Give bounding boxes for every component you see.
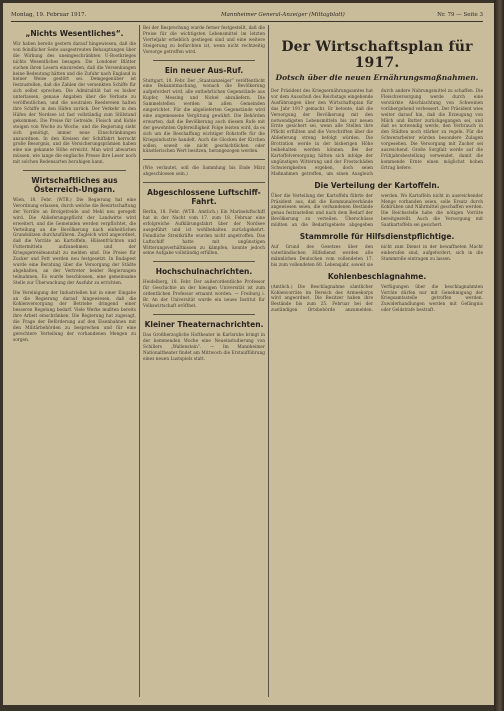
article-headline: Ein neuer Aus-Ruf. [164,65,244,75]
article-separator [153,261,255,262]
header-page-number: Nr. 79 — Seite 3 [437,12,483,18]
article-separator [153,314,255,315]
column-1 [13,25,136,697]
article-body: Über die Verteilung der Kartoffeln führte der Präsident aus, daß die Kommunalverbände angewiesen seien, die vorhandenen Bestände genau festzustellen und nach dem Bedarf der Bevölkerung zu verteilen. Überschüsse müßten an die Bedarfsgebiete abgegeben werden. Wo Kartoffeln nicht in ausreichender Menge vorhanden seien, solle Ersatz durch Kohlrüben und Nährmittel geschaffen werden. Die Reichsstelle habe die nötigen Vorräte bereitgestellt. Auch die Versorgung mit Saatkartoffeln sei gesichert. [271,192,483,228]
article-body: Berlin, 18. Febr. (WTB. Amtlich.) Ein Marineluftschiff hat in der Nacht vom 17. zum 18. Februar eine erfolgreiche Aufklärungsfahrt über der Nordsee ausgeführt und ist wohlbehalten zurückgekehrt. Feindliche Streitkräfte wurden nicht angetroffen. Das Luftschiff hatte mit ungünstigen Witterungsverhältnissen zu kämpfen, konnte jedoch seine Aufgabe vollständig erfüllen. [143,209,265,256]
main-headline: Der Wirtschaftsplan für 1917. [281,39,473,71]
article-body: Auf Grund des Gesetzes über den vaterländischen Hilfsdienst werden alle männlichen Deutschen vom vollendeten 17. bis zum vollendeten 60. Lebensjahr, soweit sie nicht zum Dienst in der bewaffneten Macht einberufen sind, aufgefordert, sich in die Stammrolle eintragen zu lassen. [271,244,483,267]
article-body: Wien, 18. Febr. (WTB.) Die Regierung hat eine Verordnung erlassen, durch welche die Bewirtschaftung der Vorräte an Brotgetreide und Mehl neu geregelt wird. Die Ablieferungspflicht der Landwirte wird erweitert, und die Gemeinden werden verpflichtet, die Verteilung an die Bevölkerung nach einheitlichen Grundsätzen durchzuführen. Zugleich wird angeordnet, daß die Vorräte an Kartoffeln, Hülsenfrüchten und Futtermitteln aufzunehmen und der Kriegsgetreideanstalt zu melden sind. Die Preise für Zucker und Fett werden neu festgesetzt. In Budapest wurde eine Beratung über die Versorgung der Städte abgehalten, an der Vertreter beider Regierungen teilnahmen. Es wurde beschlossen, eine gemeinsame Stelle zur Überwachung der Ausfuhr zu errichten. [13,197,136,285]
notice-text: (Wie verlautet, soll die Sammlung bis Ende März abgeschlossen sein.) [143,165,265,177]
article-separator [23,170,126,171]
column-divider [139,25,140,697]
article-body: Das Großherzogliche Hoftheater in Karlsruhe bringt in der kommenden Woche eine Neueinstudierung von Schillers „Wallenstein“. — Im Mannheimer Nationaltheater findet am Mittwoch die Erstaufführung eines neuen Lustspiels statt. [143,331,265,361]
column-divider [268,25,269,697]
article-body: Die Vereinigung der Industriellen hat in einer Eingabe an die Regierung darauf hingewiesen, daß die Kohlenversorgung der Betriebe dringend einer besseren Regelung bedarf. Viele Werke mußten bereits ihre Arbeit einschränken. Die Regierung hat zugesagt, die Frage der Beförderung auf den Eisenbahnen mit den Militärbehörden zu besprechen und für eine gerechtere Verteilung der vorhandenen Mengen zu sorgen. [13,289,136,342]
article-body: Stuttgart, 18. Febr. Der „Staatsanzeiger“ veröffentlicht eine Bekanntmachung, wonach die Bevölkerung aufgefordert wird, alle entbehrlichen Gegenstände aus Kupfer, Messing und Nickel abzuliefern. Die Sammelstellen werden in allen Gemeinden eingerichtet. Für die abgelieferten Gegenstände wird eine angemessene Vergütung gewährt. Die Behörden erwarten, daß die Bevölkerung auch diesem Rufe mit der gewohnten Opferwilligkeit Folge leisten wird, da es sich um die Beschaffung wichtiger Rohstoffe für die Kriegsindustrie handelt. Auch die Glocken der Kirchen sollen, soweit sie nicht geschichtlichen oder künstlerischen Wert besitzen, herangezogen werden. [143,77,265,154]
article-headline: Abgeschlossene Luftschiff-Fahrt. [147,188,261,207]
article-headline: Die Verteilung der Kartoffeln. [314,180,440,190]
article-headline: Kleiner Theaternachrichten. [144,319,264,329]
article-body: Wir haben bereits gestern darauf hingewiesen, daß die von feindlicher Seite ausgestreuten Behauptungen über die Wirkung des uneingeschränkten U-Bootkrieges nichts Wesentliches besagen. Die Londoner Blätter suchen ihren Lesern einzureden, daß die Versenkungen keine Bedeutung hätten und die Zufuhr nach England in keiner Weise gestört sei. Demgegenüber ist festzustellen, daß die Zahlen der versenkten Schiffe für sich selbst sprechen. Die Admiralität hat es bisher unterlassen, genaue Angaben über die Verluste zu veröffentlichen, und die neutralen Reedereien halten ihre Schiffe in den Häfen zurück. Der Verkehr in den Häfen der Nordsee ist fast vollständig zum Stillstand gekommen. Die Preise für Getreide, Fleisch und Kohle steigen von Woche zu Woche, und die Regierung sieht sich genötigt, immer neue Einschränkungen anzuordnen. In den Kreisen der Schiffahrt herrscht große Besorgnis, und die Versicherungsprämien haben eine nie gekannte Höhe erreicht. Man wird abwarten müssen, wie lange die englische Presse ihre Leser noch mit solchen Redensarten beruhigen kann. [13,41,136,165]
header-masthead: Mannheimer General-Anzeiger (Mittagblatt) [221,12,345,18]
newspaper-page [3,3,497,705]
column-2 [143,25,265,697]
article-body: Der Präsident des Kriegsernährungsamtes hat vor dem Ausschuß des Reichstags eingehende Ausführungen über den Wirtschaftsplan für das Jahr 1917 gemacht. Er betonte, daß die Versorgung der Bevölkerung mit den notwendigsten Lebensmitteln bis zur neuen Ernte gesichert sei, wenn alle Stellen ihre Pflicht erfüllten und die Vorschriften über die Ablieferung streng befolgt würden. Die Brotration werde in der bisherigen Höhe beibehalten werden können. Bei der Kartoffelversorgung hätten sich infolge der ungünstigen Witterung und der Frostschäden Schwierigkeiten ergeben, doch seien Maßnahmen getroffen, um einen Ausgleich durch andere Nahrungsmittel zu schaffen. Die Fleischversorgung werde durch eine verstärkte Abschlachtung von Schweinen vorübergehend verbessert. Der Präsident wies weiter darauf hin, daß die Erzeugung von Milch und Butter zurückgegangen sei, und daß es notwendig werde, den Verbrauch in den Städten noch stärker zu regeln. Für die Schwerarbeiter würden besondere Zulagen vorgesehen. Die Versorgung mit Zucker sei ausreichend. Große Sorgfalt werde auf die Frühjahrsbestellung verwendet, damit die kommende Ernte einen möglichst hohen Ertrag liefere. [271,88,483,176]
column-3 [271,25,483,697]
article-headline: Hochschulnachrichten. [155,267,253,277]
article-separator [153,60,255,61]
article-headline: „Nichts Wesentliches“. [25,29,124,38]
article-separator [143,182,265,183]
article-body: (Amtlich.) Die Beschlagnahme sämtlicher Kohlenvorräte im Bereich des Armeekorps wird angeordnet. Die Besitzer haben ihre Bestände bis zum 25. Februar bei der zuständigen Ortsbehörde anzumelden. Verfügungen über die beschlagnahmten Vorräte dürfen nur mit Genehmigung der Kriegsamtsstelle getroffen werden. Zuwiderhandlungen werden mit Gefängnis oder Geldstrafe bestraft. [271,283,483,313]
article-separator [143,159,265,160]
article-headline: Wirtschaftliches aus Österreich-Ungarn. [31,176,118,195]
article-body: Bei der Besprechung wurde ferner festgestellt, daß die Preise für die wichtigsten Lebensmittel im letzten Vierteljahr erheblich gestiegen sind und eine weitere Steigerung zu befürchten ist, wenn nicht rechtzeitig Vorsorge getroffen wird. [143,25,265,54]
page-header [11,9,483,22]
book-spine [494,0,504,711]
article-headline: Stammrolle für Hilfsdienstpflichtige. [299,232,455,242]
header-date: Montag, 19. Februar 1917. [11,12,87,18]
main-subheadline: Dotsch über die neuen Ernährungsmaßnahmen. [275,73,479,82]
article-body: Heidelberg, 18. Febr. Der außerordentliche Professor für Geschichte an der hiesigen Universität ist zum ordentlichen Professor ernannt worden. — Freiburg i. Br. An der Universität wurde ein neues Institut für Volkswirtschaft eröffnet. [143,279,265,308]
article-headline: Kohlenbeschlagnahme. [327,271,427,281]
